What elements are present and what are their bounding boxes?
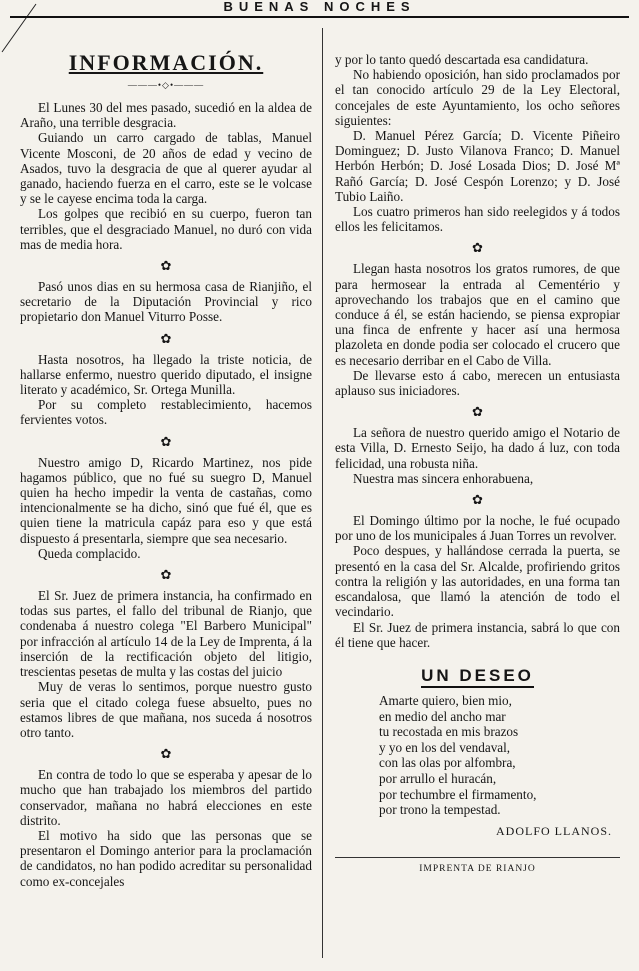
news-paragraph: El Lunes 30 del mes pasado, sucedió en la aldea de Araño, una terrible desgracia. (20, 100, 312, 131)
poem-title (335, 665, 620, 685)
flower-ornament-icon: ✿ (472, 404, 483, 420)
flower-ornament-icon: ✿ (472, 240, 483, 256)
poem-line: Amarte quiero, bien mio, (379, 693, 512, 709)
news-paragraph: D. Manuel Pérez García; D. Vicente Piñeiro Dominguez; D. Justo Vilanova Franco; D. Manuel Herbón Herbón; D. José Losada Dios; D. José Mª Rañó García; D. José Cespón Lorenzo; y D. José Tubio Laiño. (335, 128, 620, 204)
masthead-rule (10, 16, 629, 18)
news-paragraph: Por su completo restablecimiento, hacemos fervientes votos. (20, 397, 312, 428)
right-column (335, 52, 620, 877)
flower-ornament-icon: ✿ (160, 330, 172, 346)
news-paragraph: El Sr. Juez de primera instancia, sabrá lo que con él tiene que hacer. (335, 619, 620, 650)
news-paragraph: Queda complacido. (38, 545, 141, 561)
section-heading: INFORMACIÓN. (68, 50, 264, 75)
news-paragraph: Poco despues, y hallándose cerrada la puerta, se presentó en la casa del Sr. Alcalde, profiriendo gritos contra la religión y las autoridades, en una forma tan escandalosa, que llamó la atención de todo el vecindario. (335, 543, 620, 620)
heading-ornament: ———•◇•——— (127, 80, 205, 90)
poem (379, 693, 620, 818)
flower-ornament-icon: ✿ (160, 567, 172, 583)
news-paragraph: Pasó unos dias en su hermosa casa de Rianjiño, el secretario de la Diputación Provincial y rico propietario don Manuel Viturro Posse. (20, 279, 312, 325)
poem-line: por arrullo el huracán, (379, 771, 497, 787)
news-paragraph: En contra de todo lo que se esperaba y apesar de lo mucho que han trabajado los miembros del partido conservador, mañana no habrá elecciones en este distrito. (20, 767, 312, 828)
news-paragraph: Los cuatro primeros han sido reelegidos y á todos ellos les felicitamos. (335, 204, 620, 235)
flower-ornament-icon: ✿ (160, 258, 172, 274)
printer-credit: IMPRENTA DE RIANJO (419, 864, 536, 875)
poem-signature: ADOLFO LLANOS. (496, 823, 612, 838)
news-paragraph: y por lo tanto quedó descartada esa candidatura. (335, 52, 589, 67)
news-paragraph: La señora de nuestro querido amigo el Notario de esta Villa, D. Ernesto Seijo, ha dado á luz, con toda felicidad, una robusta niña. (335, 425, 620, 471)
poem-line: por trono la tempestad. (379, 802, 501, 818)
news-paragraph: No habiendo oposición, han sido proclamados por el tan conocido artículo 29 de la Ley Electoral, concejales de este Ayuntamiento, los ocho señores siguientes: (335, 67, 620, 128)
news-paragraph: Llegan hasta nosotros los gratos rumores, de que para hermosear la entrada al Cementério y aprovechando los trabajos que en el camino que conduce á él, se están haciendo, se piensa expropiar una finca de enfrente y hacer así una hermosa plazoleta en donde podia ser colocado el crucero que es necesario derribar en el Cabo de Villa. (335, 261, 620, 368)
news-paragraph: Nuestro amigo D, Ricardo Martinez, nos pide hagamos público, que no fué su suegro D, Manuel quien ha hecho impedir la venta de castañas, como intencionalmente se ha dicho, sinó que fué él, que es quien tiene la matricula capáz para eso y que está dispuesto á presentarla, siempre que sea necesario. (20, 454, 312, 546)
poem-title-text: UN DESEO (421, 666, 534, 688)
masthead: BUENAS NOCHES (223, 0, 416, 14)
news-paragraph: Nuestra mas sincera enhorabuena, (353, 470, 534, 486)
news-paragraph: El motivo ha sido que las personas que se presentaron el Domingo anterior para la proclamación de candidatos, no han podido acreditar su personalidad como ex-concejales (20, 827, 312, 889)
news-paragraph: Muy de veras lo sentimos, porque nuestro gusto seria que el citado colega fuese absuelto, pues no estamos libres de que mañana, nos suceda á nosotros otro tanto. (20, 679, 312, 740)
news-paragraph: El Sr. Juez de primera instancia, ha confirmado en todas sus partes, el fallo del tribunal de Rianjo, que condenaba á nuestro colega "El Barbero Municipal" por infracción al artículo 14 de la Ley de Imprenta, á la inserción de la rectificación objeto del litigio, trescientas pesetas de multa y las costas del juicio (20, 588, 312, 680)
news-paragraph: Los golpes que recibió en su cuerpo, fueron tan terribles, que el desgraciado Manuel, no duró con vida mas de media hora. (20, 206, 312, 252)
poem-line: tu recostada en mis brazos (379, 724, 519, 740)
news-paragraph: De llevarse esto á cabo, merecen un entusiasta aplauso sus iniciadores. (335, 367, 620, 399)
poem-line: por techumbre el firmamento, (379, 786, 537, 802)
column-divider (322, 28, 323, 958)
poem-line: en medio del ancho mar (379, 708, 506, 724)
news-paragraph: Hasta nosotros, ha llegado la triste noticia, de hallarse enfermo, nuestro querido diputado, el insigne literato y académico, Sr. Ortega Munilla. (20, 351, 312, 398)
flower-ornament-icon: ✿ (160, 433, 172, 449)
poem-line: con las olas por alfombra, (379, 755, 516, 771)
news-paragraph: El Domingo último por la noche, le fué ocupado por uno de los municipales á Juan Torres un revolver. (335, 513, 620, 544)
footer-rule (335, 857, 620, 858)
flower-ornament-icon: ✿ (160, 746, 172, 762)
left-column (20, 50, 312, 889)
news-paragraph: Guiando un carro cargado de tablas, Manuel Vicente Mosconi, de 20 años de edad y vecino de Asados, tuvo la desgracia de que al querer ayudar al ganado, haciendo fuerza en el carro, este se le volcase y se le cayese encima toda la carga. (20, 130, 312, 207)
poem-line: y yo en los del vendaval, (379, 739, 511, 755)
flower-ornament-icon: ✿ (472, 492, 483, 508)
